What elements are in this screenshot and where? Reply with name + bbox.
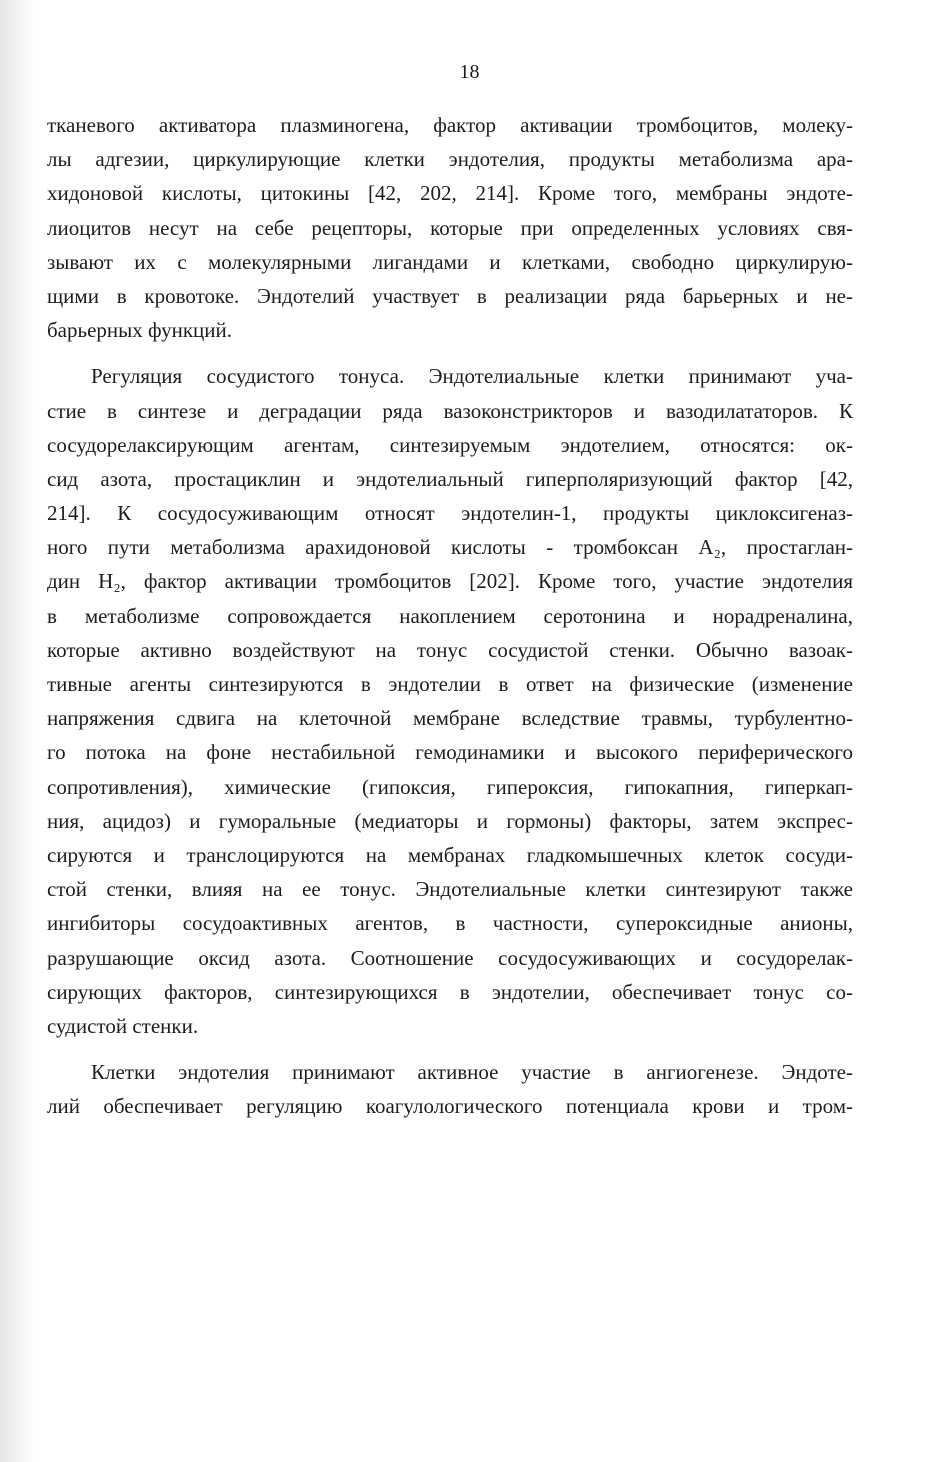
text-line: тканевого активатора плазминогена, фактор активации тромбоцитов, молеку- <box>47 113 853 137</box>
text-line: тивные агенты синтезируются в эндотелии в ответ на физические (изменение <box>47 672 853 696</box>
scan-shadow-edge <box>0 0 34 1462</box>
text-line: сирующих факторов, синтезирующихся в эндотелии, обеспечивает тонус со- <box>47 979 853 1004</box>
text-line: стой стенки, влияя на ее тонус. Эндотелиальные клетки синтезируют также <box>47 877 853 902</box>
text-line: которые активно воздействуют на тонус сосудистой стенки. Обычно вазоак- <box>47 637 853 662</box>
text-line: лиоцитов несут на себе рецепторы, которые при определенных условиях свя- <box>47 215 853 240</box>
text-line: хидоновой кислоты, цитокины [42, 202, 214]. Кроме того, мембраны эндоте- <box>47 181 853 206</box>
text-line: сопротивления), химические (гипоксия, гипероксия, гипокапния, гиперкап- <box>47 774 853 799</box>
text-line: сосудорелаксирующим агентам, синтезируемым эндотелием, относятся: ок- <box>47 432 853 457</box>
text-line: лий обеспечивает регуляцию коагулологического потенциала крови и тром- <box>47 1094 853 1119</box>
text-line: зывают их с молекулярными лигандами и клетками, свободно циркулирую- <box>47 249 853 274</box>
text-line: лы адгезии, циркулирующие клетки эндотелия, продукты метаболизма ара- <box>47 147 853 172</box>
text-line: разрушающие оксид азота. Соотношение сосудосуживающих и сосудорелак- <box>47 945 853 970</box>
text-line: ного пути метаболизма арахидоновой кислоты - тромбоксан A₂, простаглан- <box>47 535 853 560</box>
text-line: Регуляция сосудистого тонуса. Эндотелиальные клетки принимают уча- <box>91 364 853 389</box>
paragraph-1 <box>47 108 853 347</box>
text-line: в метаболизме сопровождается накоплением серотонина и норадреналина, <box>47 603 853 628</box>
paragraph-gap <box>47 1043 853 1055</box>
paragraph-gap <box>47 347 853 359</box>
text-line: 214]. К сосудосуживающим относят эндотелин-1, продукты циклоксигеназ- <box>47 501 853 526</box>
text-line: напряжения сдвига на клеточной мембране вследствие травмы, турбулентно- <box>47 706 853 731</box>
text-line: стие в синтезе и деградации ряда вазоконстрикторов и вазодилататоров. К <box>47 398 853 423</box>
page-number: 18 <box>459 61 480 83</box>
paragraph-2 <box>47 359 853 1043</box>
text-line: щими в кровотоке. Эндотелий участвует в реализации ряда барьерных и не- <box>47 283 853 308</box>
text-line: сируются и транслоцируются на мембранах гладкомышечных клеток сосуди- <box>47 842 853 867</box>
paragraph-3 <box>47 1055 853 1123</box>
text-line: сид азота, простациклин и эндотелиальный гиперполяризующий фактор [42, <box>47 466 853 491</box>
text-line: го потока на фоне нестабильной гемодинамики и высокого периферического <box>47 740 853 765</box>
body-text <box>47 108 853 1123</box>
text-line: ния, ацидоз) и гуморальные (медиаторы и гормоны) факторы, затем экспрес- <box>47 808 853 833</box>
text-line: Клетки эндотелия принимают активное участие в ангиогенезе. Эндоте- <box>91 1060 853 1085</box>
text-line: дин H₂, фактор активации тромбоцитов [202]. Кроме того, участие эндотелия <box>47 569 853 594</box>
text-line: ингибиторы сосудоактивных агентов, в частности, супероксидные анионы, <box>47 911 853 936</box>
text-line: барьерных функций. <box>47 318 232 343</box>
text-line: судистой стенки. <box>47 1013 199 1038</box>
